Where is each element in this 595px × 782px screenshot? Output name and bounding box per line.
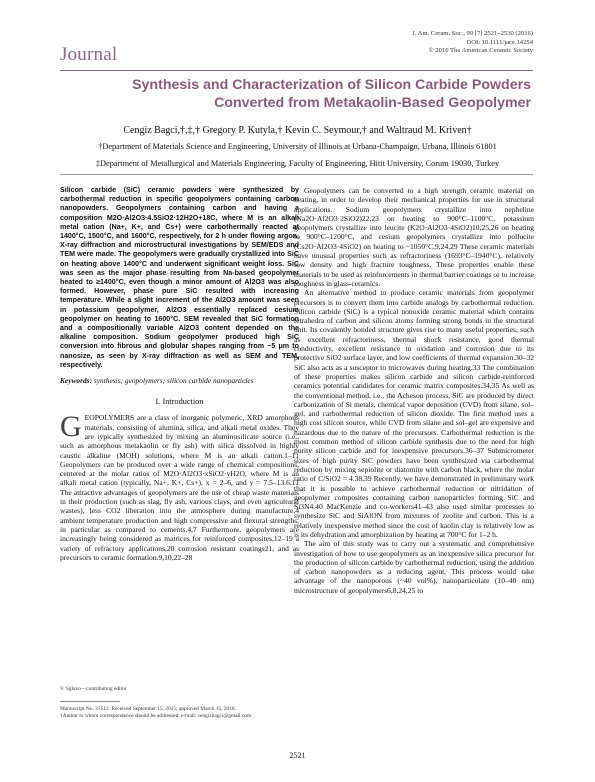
intro-text: EOPOLYMERS are a class of inorganic polymeric, XRD amorphous materials, consisting of alumina, silica, and alkali metal oxides. They are typically synthesized by mixing an aluminosilicate source (i.e., such as amorphous metakaolin or fly ash) with silica dissolved in highly caustic alkaline (MOH) solutions, where M is an alkali cation.1–11 Geopolymers can be produced over a wide range of chemical compositions, centered at the molar ratios of M2O·Al2O3·xSiO2·yH2O, where M is an alkali metal cation (typically, Na+, K+, Cs+), x = 2–6, and y = 7.5–13.6,11 The attractive advantages of geopolymers are the use of cheap waste materials in their production (such as slag, fly ash, various clays, and even agricultural wastes), less CO2 liberation into the atmosphere during manufacture,4 ambient temperature production and high compressive and flexural strengths, in particular as compared to cements.4,7 Furthermore, geopolymers are increasingly being considered as matrices for reinforced composites,12–19 a variety of refractory applications,20 corrosion resistant coatings21, and as precursors to ceramic formation.9,10,22–28	[60, 413, 299, 562]
journal-header-info	[412, 30, 533, 56]
keywords	[60, 376, 299, 385]
affiliation-2: ‡Department of Metallurgical and Materials Engineering, Faculty of Engineering, Hitit University, Corum 19030, Turkey	[95, 159, 500, 168]
citation: J. Am. Ceram. Soc., 99 [7] 2521–2530 (2016)	[412, 30, 533, 37]
intro-paragraph	[60, 410, 299, 562]
section-heading-introduction: I. Introduction	[155, 397, 204, 407]
affiliation-separator	[60, 174, 533, 175]
header-rule	[60, 70, 533, 71]
article-title: Synthesis and Characterization of Silicon Carbide Powders Converted from Metakaolin-Based Geopolymer	[132, 77, 531, 111]
footnote-rule	[60, 701, 120, 702]
footnotes	[60, 686, 299, 720]
paragraph-aim: The aim of this study was to carry out a systematic and comprehensive investigation of how to use geopolymers as an inexpensive silica precursor for the production of silicon carbide by carbothermal reduction, using the addition of carbon nanopowders as a reducing agent. This process would take advantage of the nanoporous (~40 vol%), nanoparticulate (10–40 nm) microstructure of geopolymers6,8,24,25 to	[294, 539, 534, 595]
keywords-label: Keywords:	[60, 376, 93, 386]
affiliation-1: †Department of Materials Science and Engineering, University of Illinois at Urbana-Champaign, Urbana, Illinois 61801	[98, 142, 497, 151]
keywords-text: synthesis; geopolymers; silicon carbide nanoparticles	[93, 376, 254, 386]
abstract: Silicon carbide (SiC) ceramic powders were synthesized by carbothermal reduction in specific geopolymers containing carbon nanopowders. Geopolymers containing carbon and having a composition M2O·Al2O3·4.5SiO2·12H2O+18C, where M is an alkali metal cation (Na+, K+, and Cs+) were carbothermally reacted at 1400°C, 1500°C, and 1600°C, respectively, for 2 h under flowing argon. X-ray diffraction and microstructural investigations by SEM/EDS and TEM were made. The geopolymers were gradually crystallized into SiC on heating above 1400°C and underwent significant weight loss. SiC was seen as the major phase resulting from Na-based geopolymer heated to ≥1400°C, even though a minor amount of Al2O3 was also formed. However, phase pure SiC resulted with increasing temperature. While a slight increment of the Al2O3 amount was seen in potassium geopolymer, Al2O3 essentially replaced cesium geopolymer on heating to 1600°C. SEM revealed that SiC formation and a compositionally variable Al2O3 content depended on the alkaline composition. Sodium geopolymer produced high SiC conversion into fibrous and globular shapes ranging from ~5 μm to nanosize, as seen by X-ray diffraction as well as SEM and TEM, respectively.	[60, 186, 299, 369]
footnote-editor: V. Sglavo—contributing editor	[60, 686, 127, 692]
author-list: Cengiz Bagci,†,‡,† Gregory P. Kutyla,† Kevin C. Seymour,† and Waltraud M. Kriven†	[123, 125, 472, 136]
doi: DOI: 10.1111/jace.14254	[466, 38, 533, 46]
copyright: © 2016 The American Ceramic Society	[428, 47, 533, 55]
paragraph-carbothermal: An alternative method to produce ceramic materials from geopolymer precursors is to convert them into carbide analogs by carbothermal reduction. Silicon carbide (SiC) is a typical nonoxide ceramic material which contains tetrahedra of carbon and silicon atoms forming strong bonds in the structural unit. Its covalently bonded structure gives rise to many useful properties, such as excellent refractoriness, thermal shock resistance, good thermal conductivity, excellent resistance to oxidation and corrosion due to its protective SiO2 surface layer, and low coefficients of thermal expansion.30–32 SiC also acts as a susceptor to microwaves during heating.33 The combination of these properties makes silicon carbide and silicon carbide-reinforced ceramics potential candidates for ceramic matrix composites.34,35 As well as the conventional method, i.e., the Acheson process, SiC are produced by direct carbonization of Si metals, chemical vapor deposition (CVD) from silane, sol–gel, and carbothermal reduction of silicon dioxide. The first method uses a high cost silicon source, while CVD from silane and sol–gel are expensive and hazardous due to the nature of the precursors. Carbothermal reduction is the most common method of silicon carbide synthesis due to the need for high purity silicon carbide and for inexpensive precursors.36–37 Submicrometer sizes of high purity SiC powders have been synthesized via carbothermal reduction by mixing sepiolite or diatomite with carbon black, where the molar ratio of C/SiO2 = 4.38,39 Recently, we have demonstrated in preliminary work that it is possible to achieve carbothermal reduction or nitridation of geopolymer composites containing carbon nanoparticles forming SiC and Si3N4.40 MacKenzie and co-workers41–43 also used similar processes to synthesize SiC and SiAlON from mixtures of zeolite and carbon. This is a relatively inexpensive method since the cost of kaolin clay is relatively low as is its dehydration and amorphization by heating at 700°C for 1–2 h.	[294, 288, 534, 539]
page-number: 2521	[289, 751, 306, 760]
right-column	[294, 186, 534, 595]
journal-logo: Journal	[60, 44, 118, 65]
left-column	[60, 186, 299, 562]
paragraph-geopolymer-conversion: Geopolymers can be converted to a high strength ceramic material on heating, in order to develop their mechanical properties for use in structural applications. Sodium geopolymers crystallize into nepheline (Na2O·Al2O3·2SiO2)22,23 on heating to 900°C–1100°C, potassium geopolymers crystallize into leucite (K2O·Al2O3·4SiO2)10,25,26 on heating to 900°C–1200°C, and cesium geopolymers crystallize into pollucite (Cs2O·Al2O3·4SiO2) on heating to ~1050°C.9,24,29 These ceramic materials have unusual properties such as refractoriness (1693°C–1940°C), relatively low density and high fracture toughness. These properties enable these materials to be used as reinforcements in thermal barrier coatings or to increase toughness in glass-ceramics.	[294, 186, 534, 288]
drop-cap: G	[60, 410, 82, 444]
footnote-manuscript: Manuscript No. 37512. Received September 15, 2015; approved March 15, 2016.	[60, 706, 236, 712]
footnote-author: †Author to whom correspondence should be addressed. e-mail: cengizbagci@gmail.com	[60, 713, 252, 719]
